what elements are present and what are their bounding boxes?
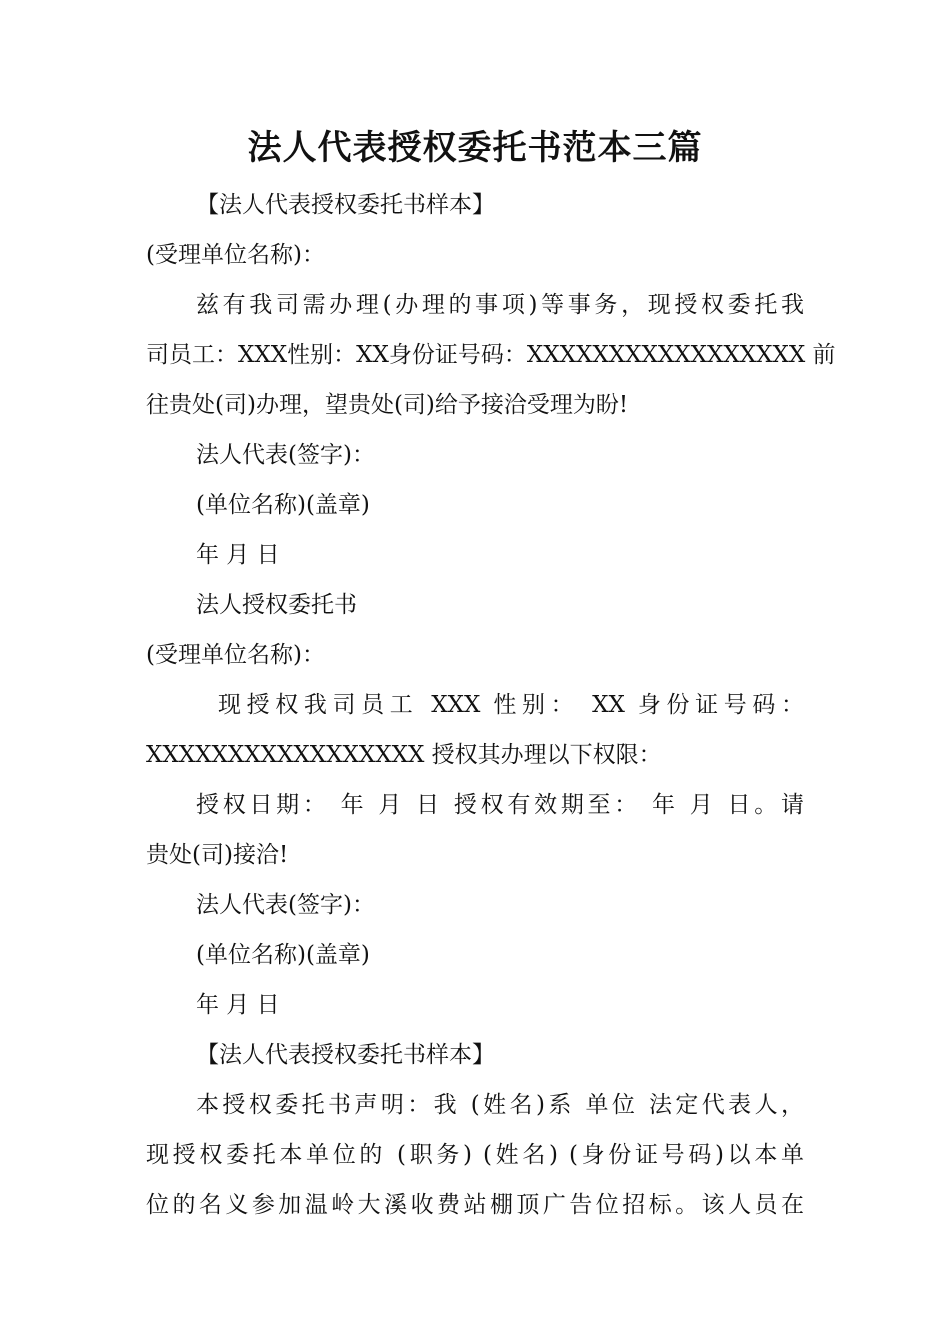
section-heading: 【法人代表授权委托书样本】 [196, 1042, 495, 1068]
seal-line: (单位名称)(盖章) [196, 492, 370, 518]
recipient-line: (受理单位名称)： [146, 242, 325, 268]
body-line: 授权日期： 年 月 日 授权有效期至： 年 月 日。请 [196, 792, 804, 818]
date-line: 年 月 日 [196, 542, 280, 568]
body-line: 贵处(司)接洽! [146, 842, 289, 868]
recipient-line: (受理单位名称)： [146, 642, 325, 668]
body-line: 位的名义参加温岭大溪收费站棚顶广告位招标。该人员在 [146, 1192, 804, 1218]
signature-line: 法人代表(签字)： [196, 442, 375, 468]
body-line: 司员工：XXX性别：XX身份证号码：XXXXXXXXXXXXXXXXX 前 [146, 342, 836, 368]
seal-line: (单位名称)(盖章) [196, 942, 370, 968]
section-heading: 法人授权委托书 [196, 592, 357, 618]
body-line: 兹有我司需办理(办理的事项)等事务，现授权委托我 [196, 292, 804, 318]
signature-line: 法人代表(签字)： [196, 892, 375, 918]
body-line: XXXXXXXXXXXXXXXXX 授权其办理以下权限： [146, 742, 662, 768]
document-title: 法人代表授权委托书范本三篇 [247, 128, 703, 168]
body-line: 本授权委托书声明：我 (姓名)系 单位 法定代表人， [196, 1092, 804, 1118]
body-line: 现授权我司员工 XXX 性别： XX 身份证号码： [218, 692, 804, 718]
body-line: 现授权委托本单位的 (职务) (姓名) (身份证号码)以本单 [146, 1142, 804, 1168]
section-heading: 【法人代表授权委托书样本】 [196, 192, 495, 218]
body-line: 往贵处(司)办理，望贵处(司)给予接洽受理为盼! [146, 392, 629, 418]
date-line: 年 月 日 [196, 992, 280, 1018]
